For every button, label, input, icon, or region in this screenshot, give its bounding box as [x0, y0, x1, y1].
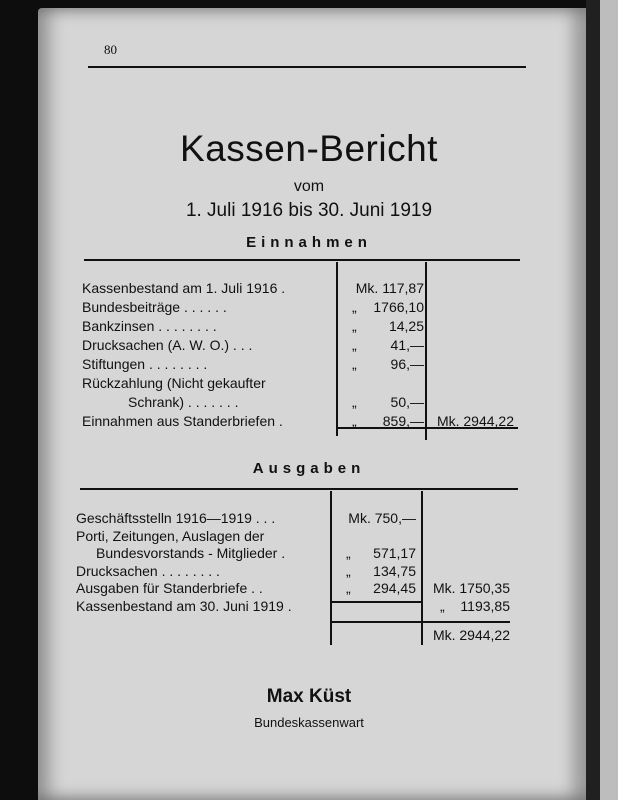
signature-name: Max Küst — [266, 686, 352, 707]
einnahmen-row-ditto: „ — [352, 356, 357, 372]
ausgaben-row-total: Mk. 1750,35 — [432, 580, 510, 596]
einnahmen-row-amount: 859,— — [382, 413, 424, 429]
ausgaben-row-total-ditto: „ — [440, 597, 445, 614]
einnahmen-row-label: Bankzinsen . . . . . . . . — [82, 318, 217, 334]
einnahmen-row-ditto: „ — [352, 318, 357, 334]
signature-role: Bundeskassenwart — [254, 715, 364, 730]
header-rule — [88, 66, 526, 68]
ausgaben-row-label: Bundesvorstands - Mitglieder . — [96, 545, 286, 561]
subtitle-vom: vom — [293, 178, 325, 195]
ausgaben-grand-total: Mk. 2944,22 — [432, 627, 510, 643]
einnahmen-row-amount: 1766,10 — [373, 299, 424, 315]
einnahmen-row-ditto: „ — [352, 299, 357, 315]
einnahmen-row-label: Kassenbestand am 1. Juli 1916 . — [82, 280, 286, 296]
ausgaben-row-amount: 294,45 — [373, 580, 416, 596]
next-page-edge — [600, 0, 618, 800]
einnahmen-row-label: Drucksachen (A. W. O.) . . . — [82, 337, 253, 353]
einnahmen-row-ditto: „ — [352, 394, 357, 410]
report-period: 1. Juli 1916 bis 30. Juni 1919 — [185, 200, 433, 221]
ausgaben-rule — [80, 488, 518, 490]
ausgaben-row-ditto: „ — [346, 580, 351, 596]
einnahmen-row-label: Stiftungen . . . . . . . . — [82, 356, 208, 372]
einnahmen-row-total: Mk. 2944,22 — [436, 413, 514, 429]
einnahmen-col-line-1 — [336, 262, 338, 436]
einnahmen-row-ditto: „ — [352, 413, 357, 429]
ausgaben-row-label: Geschäftsstelln 1916—1919 . . . — [76, 510, 276, 526]
ausgaben-sub-rule — [332, 601, 422, 603]
einnahmen-row-amount: Mk. 117,87 — [355, 280, 424, 296]
einnahmen-row-amount: 14,25 — [388, 318, 424, 334]
page-number: 80 — [104, 42, 117, 57]
ausgaben-row-ditto: „ — [346, 562, 351, 579]
ausgaben-row-label: Ausgaben für Standerbriefe . . — [76, 580, 263, 596]
einnahmen-row-label: Einnahmen aus Standerbriefen . — [82, 413, 283, 429]
ausgaben-total-rule — [332, 621, 510, 623]
einnahmen-row-amount: 50,— — [390, 394, 424, 410]
book-page — [38, 8, 586, 800]
ausgaben-row-label: Porti, Zeitungen, Auslagen der — [76, 527, 265, 544]
einnahmen-row-amount: 96,— — [390, 356, 424, 372]
ausgaben-heading: Ausgaben — [252, 460, 366, 477]
ausgaben-row-ditto: „ — [346, 545, 351, 561]
einnahmen-col-line-2 — [425, 262, 427, 440]
einnahmen-rule — [84, 259, 520, 261]
einnahmen-heading: Einnahmen — [246, 234, 372, 251]
einnahmen-row-amount: 41,— — [390, 337, 424, 353]
ausgaben-row-amount: 134,75 — [373, 562, 416, 579]
einnahmen-row-label: Schrank) . . . . . . . — [128, 394, 239, 410]
ausgaben-row-label: Kassenbestand am 30. Juni 1919 . — [76, 597, 292, 614]
ausgaben-row-amount: Mk. 750,— — [348, 510, 416, 526]
einnahmen-row-ditto: „ — [352, 337, 357, 353]
einnahmen-row-label: Rückzahlung (Nicht gekaufter — [82, 375, 266, 391]
einnahmen-row-label: Bundesbeiträge . . . . . . — [82, 299, 227, 315]
ausgaben-row-total: 1193,85 — [460, 597, 510, 614]
page-title: Kassen-Bericht — [180, 128, 438, 169]
ausgaben-row-label: Drucksachen . . . . . . . . — [76, 562, 220, 579]
ausgaben-row-amount: 571,17 — [373, 545, 416, 561]
